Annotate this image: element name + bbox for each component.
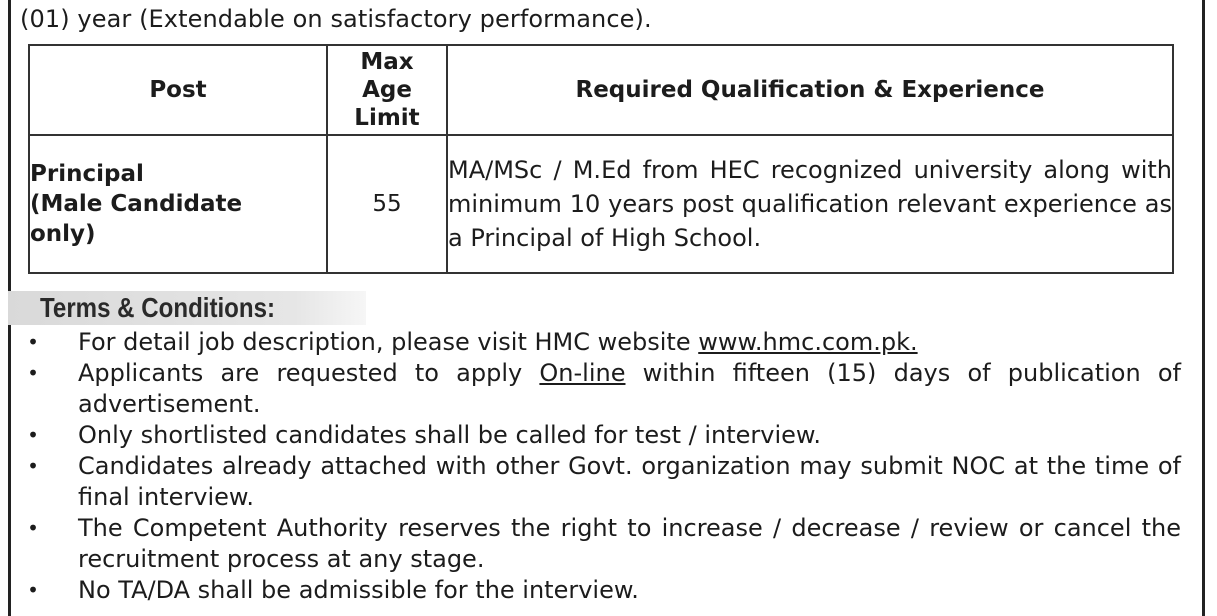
qualification-cell: MA/MSc / M.Ed from HEC recognized university along with minimum 10 years post qualification relevant experience as a Principal of High School. — [447, 135, 1173, 273]
term-text: For detail job description, please visit HMC website — [78, 328, 699, 356]
header-age-line1: Max — [360, 49, 414, 75]
header-age-limit — [327, 45, 447, 135]
term-text: Candidates already attached with other Govt. organization may submit NOC at the time of final interview. — [78, 452, 1181, 511]
list-item — [26, 420, 1181, 451]
term-text: Applicants are requested to apply — [78, 359, 540, 387]
terms-heading: Terms & Conditions: — [40, 292, 276, 323]
term-text: Only shortlisted candidates shall be called for test / interview. — [78, 421, 821, 449]
table-header-row — [29, 45, 1173, 135]
header-post: Post — [29, 45, 327, 135]
post-line3: only) — [30, 221, 96, 247]
job-table — [28, 44, 1174, 274]
term-text: within fifteen (15) days of publication of advertisement. — [78, 359, 1181, 418]
bullet-icon: • — [27, 361, 39, 385]
list-item — [26, 327, 1181, 358]
bullet-icon: • — [27, 516, 39, 540]
bullet-icon: • — [27, 330, 39, 354]
term-text: No TA/DA shall be admissible for the interview. — [78, 576, 639, 604]
post-line2: (Male Candidate — [30, 191, 243, 217]
website-link[interactable]: www.hmc.com.pk. — [698, 328, 918, 356]
bullet-icon: • — [27, 454, 39, 478]
list-item — [26, 451, 1181, 513]
term-text: The Competent Authority reserves the right to increase / decrease / review or cancel the recruitment process at any stage. — [78, 514, 1181, 573]
post-line1: Principal — [30, 161, 144, 187]
terms-list — [26, 327, 1181, 606]
bullet-icon: • — [27, 423, 39, 447]
age-cell: 55 — [327, 135, 447, 273]
list-item — [26, 358, 1181, 420]
bullet-icon: • — [27, 578, 39, 602]
intro-text: (01) year (Extendable on satisfactory performance). — [20, 5, 652, 33]
online-link[interactable]: On-line — [539, 359, 626, 387]
table-row — [29, 135, 1173, 273]
header-age-line2: Age — [362, 77, 412, 103]
header-age-line3: Limit — [354, 105, 420, 131]
header-qualification: Required Qualification & Experience — [447, 45, 1173, 135]
post-cell — [29, 135, 327, 273]
list-item — [26, 575, 1181, 606]
list-item — [26, 513, 1181, 575]
